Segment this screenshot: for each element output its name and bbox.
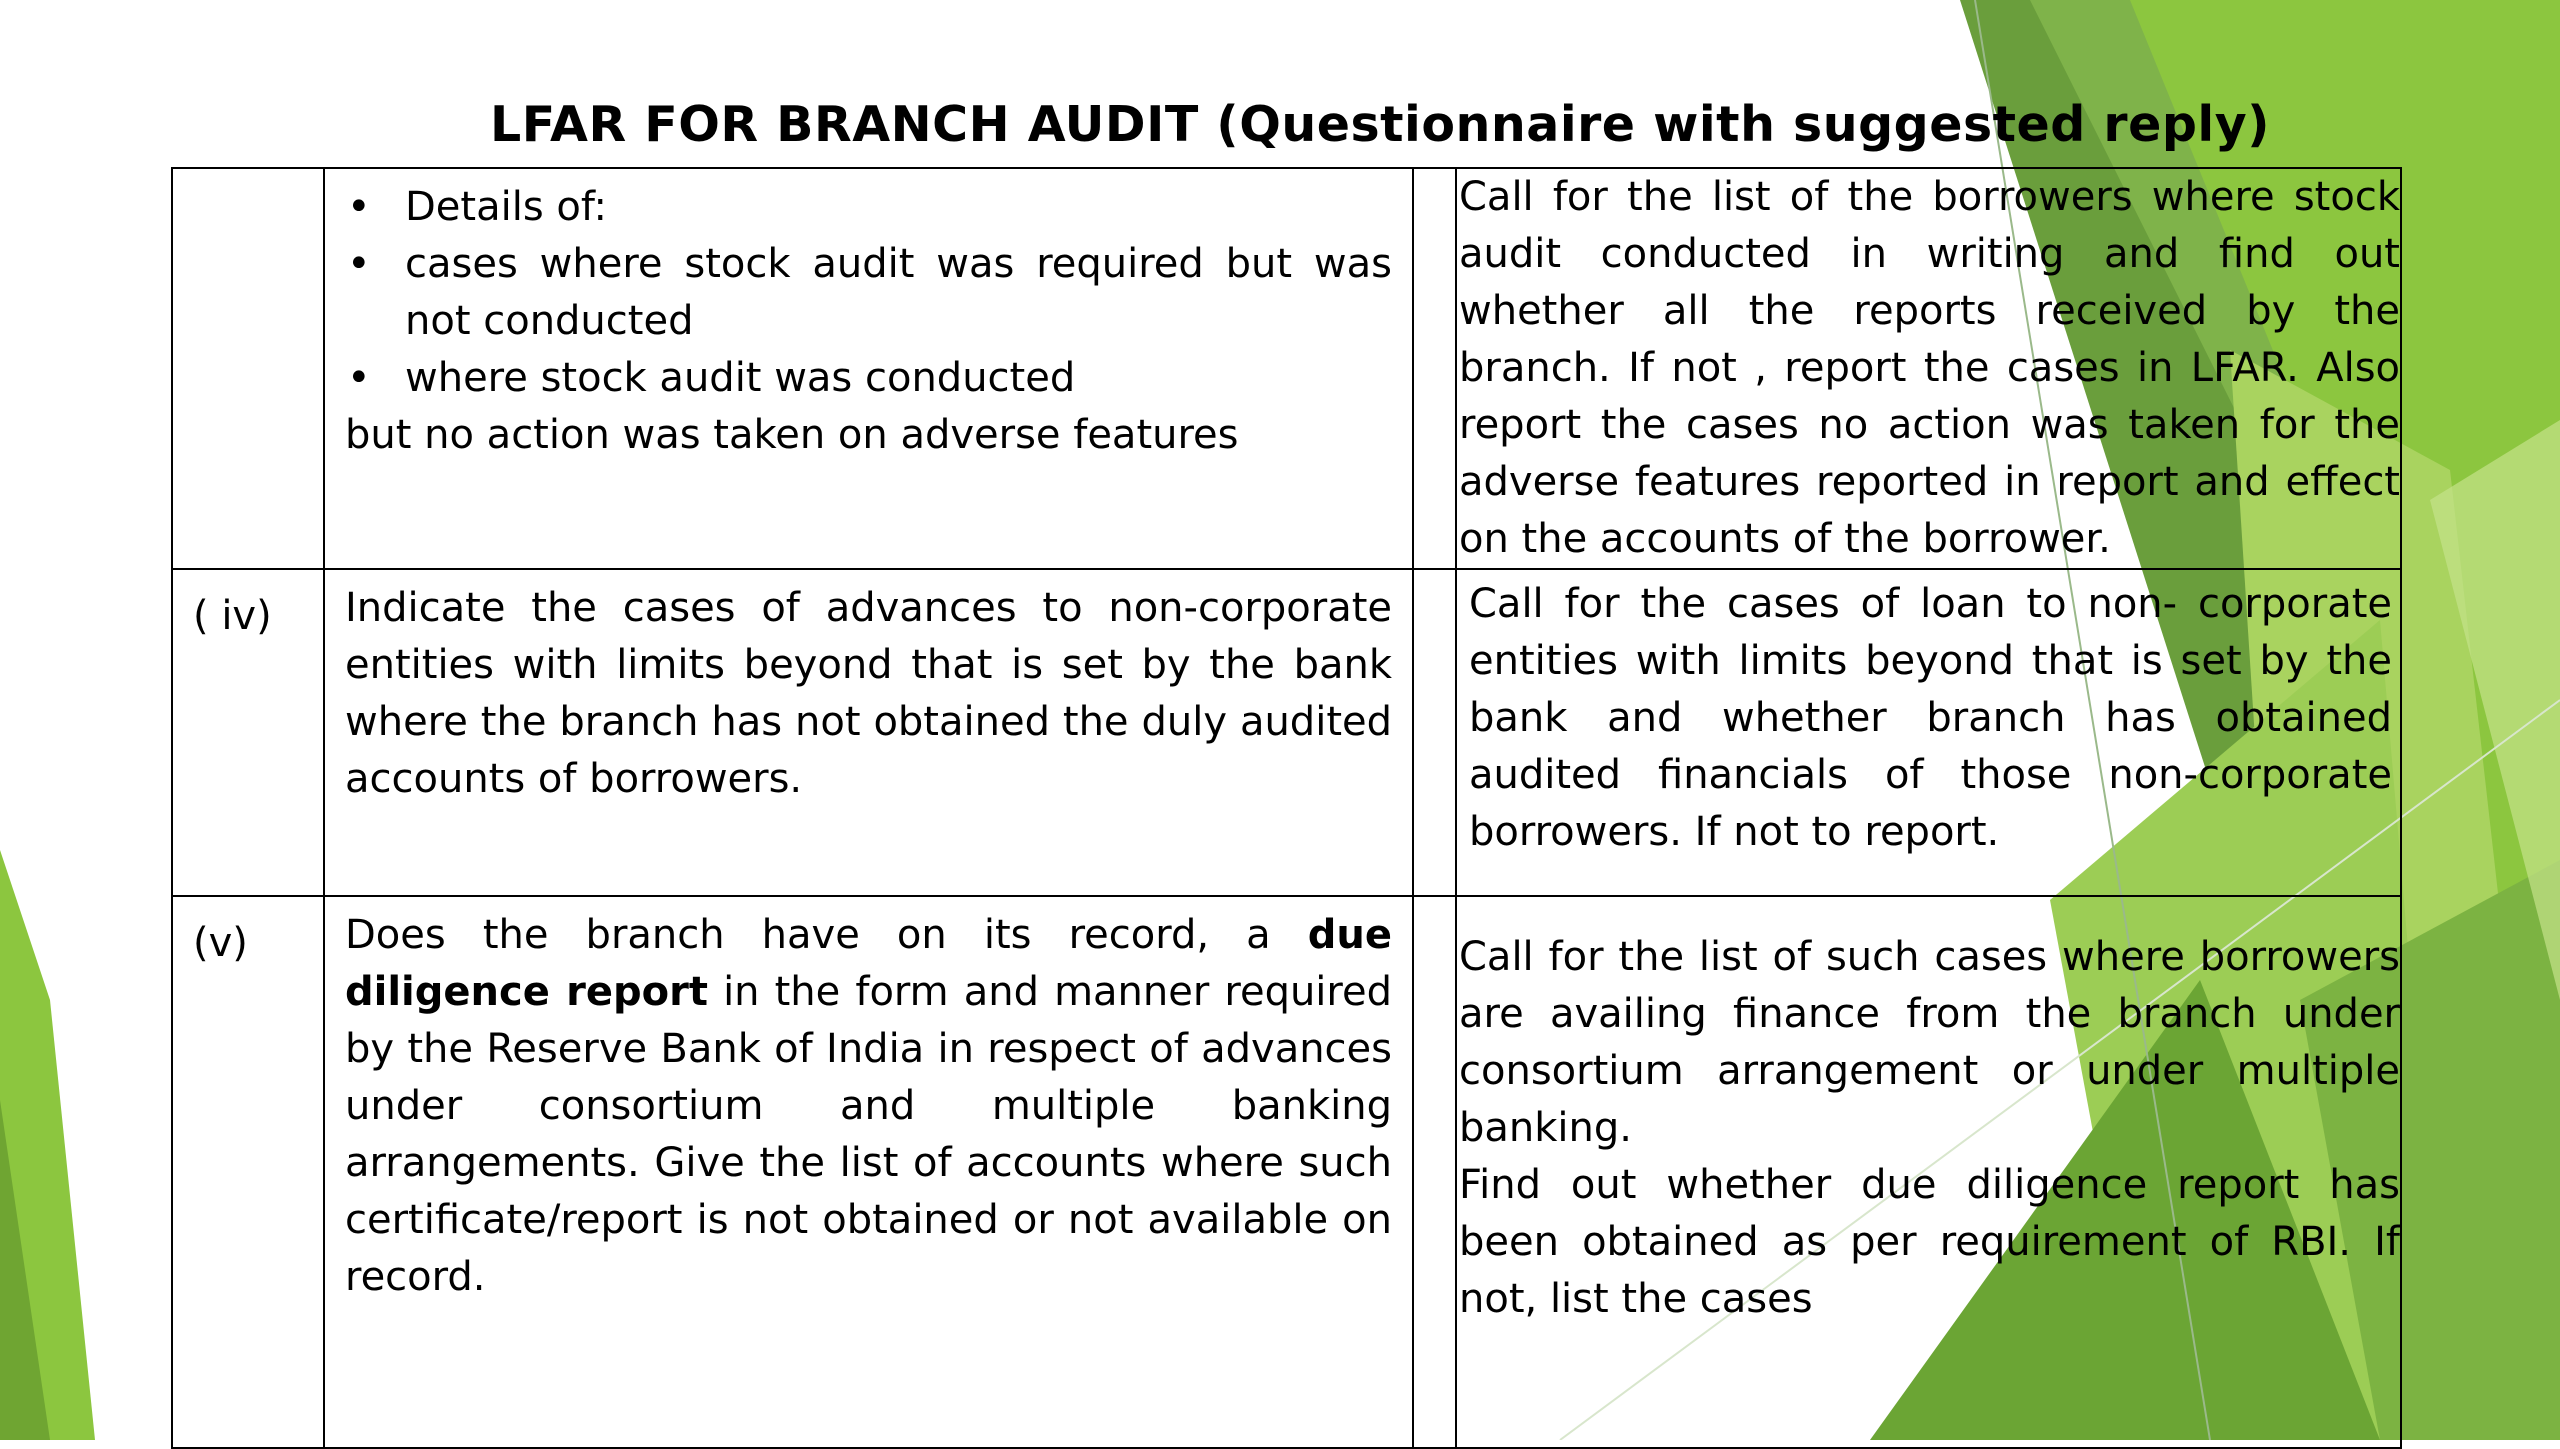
question-cell (324, 168, 1413, 569)
answer-cell (1456, 569, 2401, 896)
question-text-bold: due diligence report (345, 912, 1392, 1015)
question-bullets (345, 179, 1392, 407)
question-text: Indicate the cases of advances to non-corporate entities with limits beyond that is set by the bank where the branch has not obtained the duly audited accounts of borrowers. (345, 585, 1392, 802)
row-number (172, 168, 324, 569)
question-text-post: in the form and manner required by the Reserve Bank of India in respect of advances under consortium and multiple banking arrangements. Give the list of accounts where such certificate/report is not obtained or not available on record. (345, 969, 1392, 1300)
answer-text: Call for the cases of loan to non- corporate entities with limits beyond that is set by the bank and whether branch has obtained audited financials of those non-corporate borrowers. If not to report. (1469, 581, 2392, 855)
row-number: (v) (172, 896, 324, 1448)
spacer-cell (1413, 896, 1456, 1448)
answer-cell (1456, 896, 2401, 1448)
answer-cell (1456, 168, 2401, 569)
answer-text: Call for the list of the borrowers where stock audit conducted in writing and find out whether all the reports received by the branch. If not , report the cases in LFAR. Also report the cases no action was taken for the adverse features reported in report and effect on the accounts of the borrower. (1459, 174, 2400, 562)
row-number: ( iv) (172, 569, 324, 896)
table-row (172, 569, 2401, 896)
bullet-item: • where stock audit was conducted (345, 350, 1392, 407)
spacer-cell (1413, 569, 1456, 896)
answer-line: Call for the list of such cases where borrowers are availing finance from the branch under consortium arrangement or under multiple banking. (1459, 934, 2400, 1151)
answer-line: Find out whether due diligence report has been obtained as per requirement of RBI. If not, list the cases (1459, 1162, 2400, 1322)
bullet-item: • Details of: (345, 179, 1392, 236)
question-cell (324, 569, 1413, 896)
spacer-cell (1413, 168, 1456, 569)
table-row (172, 896, 2401, 1448)
question-tail: but no action was taken on adverse features (345, 412, 1239, 458)
question-text-pre: Does the branch have on its record, a (345, 912, 1308, 958)
bullet-item: • cases where stock audit was required but was not conducted (345, 236, 1392, 350)
question-cell (324, 896, 1413, 1448)
table-row (172, 168, 2401, 569)
slide-title: LFAR FOR BRANCH AUDIT (Questionnaire with suggested reply) (489, 96, 2271, 153)
lfar-questionnaire-table (171, 167, 2402, 1449)
